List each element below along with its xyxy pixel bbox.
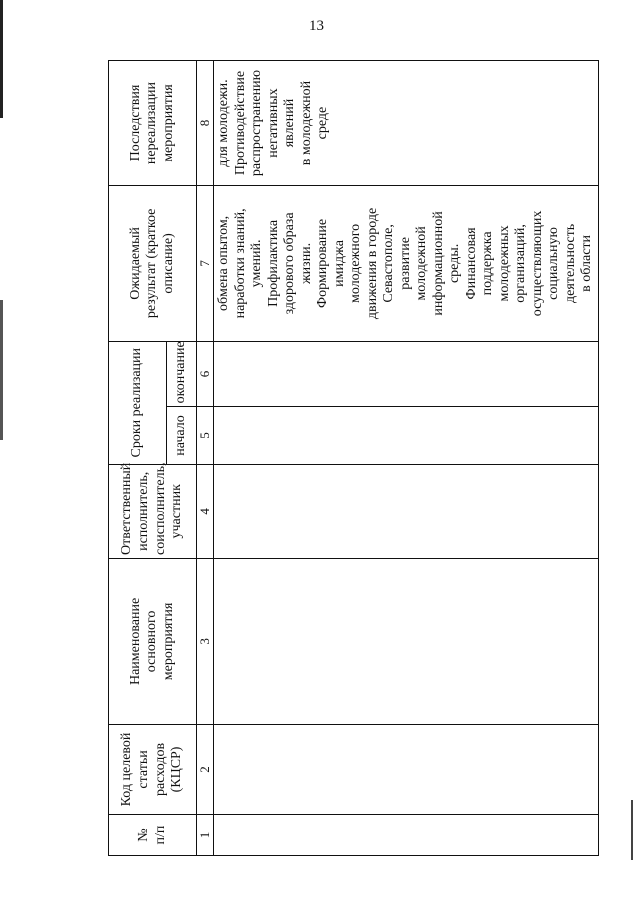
header-consequences: Последствия нереализации мероприятия <box>109 61 197 186</box>
cell-expected: обмена опытом, наработки знаний, умений. Профилактика здорового образа жизни. Формирование имиджа молодежного движения в городе Севастополе, развитие молодежной информационной среды. Финансовая поддержка молодежных организаций, осуществляющих социальную деятельность в области <box>214 186 599 342</box>
column-number: 2 <box>197 724 214 814</box>
header-responsible: Ответственный исполнитель, соисполнитель, участник <box>109 464 197 558</box>
column-number: 6 <box>197 341 214 407</box>
column-number: 7 <box>197 186 214 342</box>
column-number: 4 <box>197 464 214 558</box>
header-start: начало <box>167 407 197 464</box>
cell-kcsr <box>214 724 599 814</box>
cell-start <box>214 407 599 464</box>
header-end: окончание <box>167 341 197 407</box>
header-expected: Ожидаемый результат (краткое описание) <box>109 186 197 342</box>
scan-edge-mark <box>0 0 3 118</box>
column-number: 1 <box>197 815 214 856</box>
header-name: Наименование основного мероприятия <box>109 558 197 724</box>
column-number: 3 <box>197 558 214 724</box>
cell-end <box>214 341 599 407</box>
cell-responsible <box>214 464 599 558</box>
scan-edge-mark <box>0 300 3 440</box>
page-number: 13 <box>309 18 324 34</box>
header-num: № п/п <box>109 815 197 856</box>
cell-num <box>214 815 599 856</box>
table-row <box>214 61 599 856</box>
measures-table <box>108 60 599 856</box>
column-number: 8 <box>197 61 214 186</box>
column-number: 5 <box>197 407 214 464</box>
header-kcsr: Код целевой статьи расходов (КЦСР) <box>109 724 197 814</box>
header-terms: Сроки реализации <box>109 341 167 464</box>
cell-consequences: для молодежи. Противодействие распространению негативных явлений в молодежной среде <box>214 61 599 186</box>
cell-name <box>214 558 599 724</box>
rotated-table-container <box>108 60 595 856</box>
